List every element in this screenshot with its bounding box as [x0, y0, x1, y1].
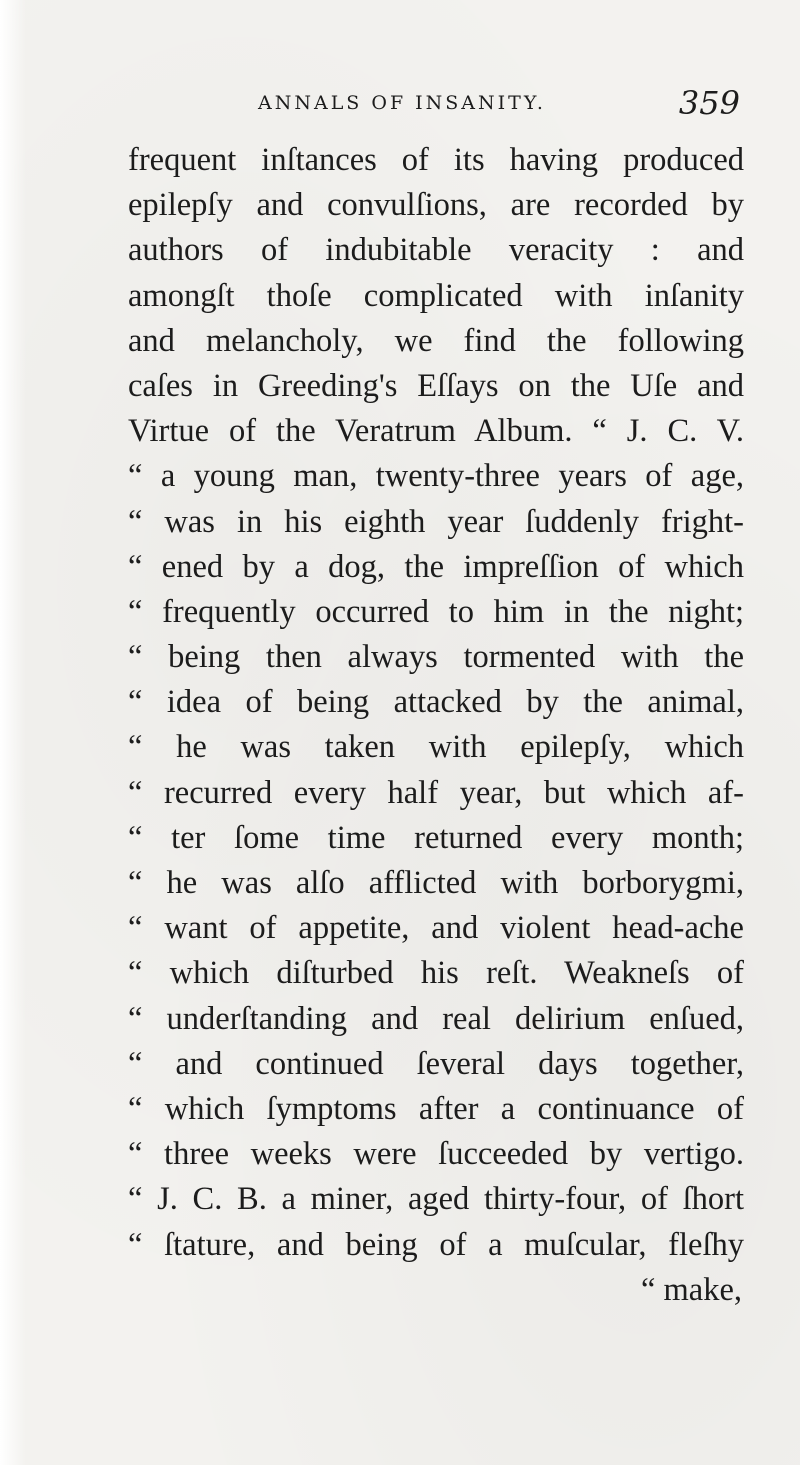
text-line: “ idea of being attacked by the animal,	[128, 684, 744, 721]
text-line: “ ter ſome time returned every month;	[128, 819, 744, 856]
page-number: 359	[678, 84, 740, 122]
text-line: “ a young man, twenty-three years of age,	[128, 458, 744, 495]
text-line: “ was in his eighth year ſuddenly fright-	[128, 503, 744, 540]
text-line: frequent inſtances of its having produced	[128, 142, 744, 178]
text-line: “ ened by a dog, the impreſſion of which	[128, 548, 744, 585]
text-line: “ which ſymptoms after a continuance of	[128, 1090, 744, 1127]
text-line: “ ſtature, and being of a muſcular, fleſhy	[128, 1226, 744, 1263]
text-line: “ three weeks were ſucceeded by vertigo.	[128, 1136, 744, 1173]
text-line: amongſt thoſe complicated with inſanity	[128, 277, 744, 314]
text-line: “ and continued ſeveral days together,	[128, 1045, 744, 1082]
gutter-shadow	[0, 0, 26, 1465]
body-text	[128, 138, 744, 1313]
text-line: and melancholy, we find the following	[128, 322, 744, 359]
text-line: “ frequently occurred to him in the night;	[128, 593, 744, 630]
catchword: “ make,	[640, 1271, 742, 1308]
running-title: ANNALS OF INSANITY.	[258, 92, 546, 114]
text-line: authors of indubitable veracity : and	[128, 232, 744, 269]
text-line: “ being then always tormented with the	[128, 639, 744, 676]
text-line: “ he was alſo afflicted with borborygmi,	[128, 865, 744, 901]
text-line: “ underſtanding and real delirium enſued,	[128, 1000, 744, 1037]
text-line: caſes in Greeding's Eſſays on the Uſe and	[128, 367, 744, 404]
text-line: Virtue of the Veratrum Album. “ J. C. V.	[128, 413, 744, 450]
text-line: “ want of appetite, and violent head-ache	[128, 910, 744, 947]
page-header	[258, 86, 748, 130]
text-line: “ which diſturbed his reſt. Weakneſs of	[128, 955, 744, 992]
text-line: “ recurred every half year, but which af-	[128, 774, 744, 811]
text-line: “ J. C. B. a miner, aged thirty-four, of ſhort	[128, 1181, 744, 1218]
text-line: “ he was taken with epilepſy, which	[128, 729, 744, 766]
text-line: epilepſy and convulſions, are recorded by	[128, 187, 744, 224]
